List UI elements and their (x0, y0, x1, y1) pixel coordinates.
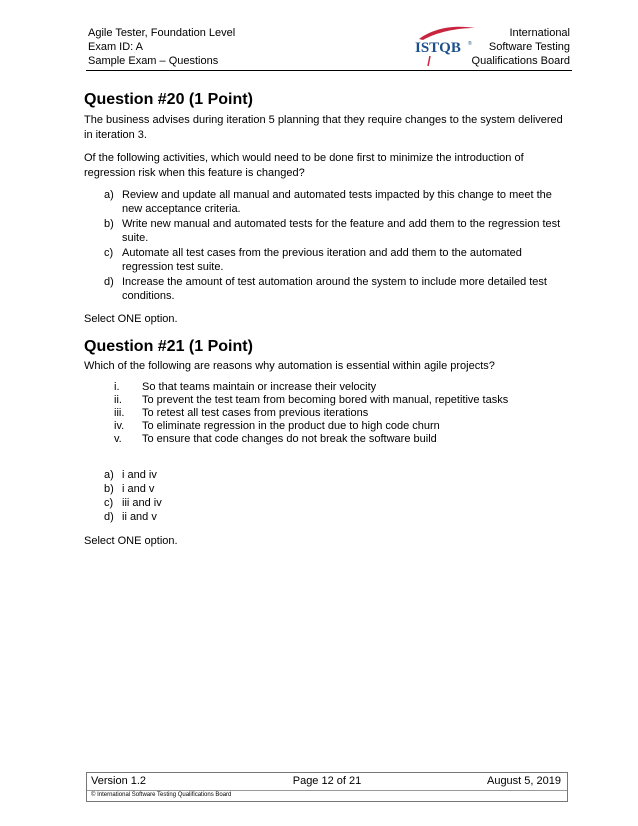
option-marker: b) (104, 218, 114, 230)
question-20-scenario: The business advises during iteration 5 planning that they require changes to the system delivered in iteration 3. (84, 114, 563, 141)
footer-copyright: © International Software Testing Qualifications Board (91, 792, 232, 798)
header-doc-title: Agile Tester, Foundation Level (88, 27, 236, 39)
footer-version: Version 1.2 (91, 775, 147, 787)
reason-marker: iv. (114, 420, 125, 432)
question-21-option-a (84, 468, 570, 482)
question-21-title: Question #21 (1 Point) (84, 337, 253, 355)
option-text: i and iv (122, 469, 157, 481)
header-exam-id: Exam ID: A (88, 41, 144, 53)
option-marker: a) (104, 469, 114, 481)
question-21-options (84, 468, 570, 524)
option-text: Write new manual and automated tests for the feature and add them to the regression test suite. (122, 218, 561, 244)
question-20-instruction: Select ONE option. (84, 313, 178, 325)
question-20-option-a (84, 188, 570, 216)
option-text: i and v (122, 483, 155, 495)
svg-text:®: ® (468, 41, 472, 47)
reason-marker: v. (114, 433, 122, 445)
svg-text:ISTQB: ISTQB (415, 40, 461, 56)
question-20-title: Question #20 (1 Point) (84, 91, 253, 108)
question-20 (84, 90, 570, 327)
header-doc-subtitle: Sample Exam – Questions (88, 55, 219, 67)
option-text: Automate all test cases from the previous iteration and add them to the automated regression test suite. (122, 247, 522, 273)
header-organization (472, 26, 570, 68)
question-21-reason-i (84, 381, 570, 394)
reason-marker: ii. (114, 394, 122, 406)
question-20-option-d (84, 275, 570, 303)
footer-info-row (87, 773, 567, 791)
reason-text: To eliminate regression in the product due to high code churn (142, 420, 440, 432)
question-21-option-c (84, 496, 570, 510)
question-20-stem: Of the following activities, which would need to be done first to minimize the introduction of regression risk when this feature is changed? (84, 152, 524, 179)
question-20-option-b (84, 217, 570, 245)
option-marker: d) (104, 276, 114, 288)
question-21-reason-v (84, 433, 570, 446)
header-org-line-1: International (509, 27, 570, 39)
reason-text: So that teams maintain or increase their velocity (142, 381, 377, 393)
reason-text: To retest all test cases from previous iterations (142, 407, 369, 419)
reason-marker: i. (114, 381, 120, 393)
option-text: Review and update all manual and automated tests impacted by this change to meet the new acceptance criteria. (122, 189, 552, 215)
option-text: ii and v (122, 511, 157, 523)
question-21-stem: Which of the following are reasons why automation is essential within agile projects? (84, 359, 495, 372)
page-footer (86, 772, 568, 802)
option-marker: b) (104, 483, 114, 495)
question-20-options (84, 188, 570, 303)
question-21-reasons (84, 381, 570, 446)
page-content (84, 90, 570, 549)
question-21-instruction: Select ONE option. (84, 535, 178, 547)
option-marker: d) (104, 511, 114, 523)
reason-marker: iii. (114, 407, 125, 419)
question-21-reason-ii (84, 394, 570, 407)
question-21-reason-iv (84, 420, 570, 433)
question-21-option-b (84, 482, 570, 496)
reason-text: To prevent the test team from becoming bored with manual, repetitive tasks (142, 394, 509, 406)
question-21-option-d (84, 510, 570, 524)
footer-page-number: Page 12 of 21 (292, 775, 362, 787)
footer-date: August 5, 2019 (486, 775, 561, 787)
option-text: iii and iv (122, 497, 162, 509)
option-marker: c) (104, 497, 114, 509)
header-document-info (88, 26, 235, 68)
option-marker: a) (104, 189, 114, 201)
option-text: Increase the amount of test automation around the system to include more detailed test conditions. (122, 276, 547, 302)
option-marker: c) (104, 247, 114, 259)
question-21-reason-iii (84, 407, 570, 420)
question-21 (84, 337, 570, 549)
header-org-line-3: Qualifications Board (471, 55, 570, 67)
page-header (86, 24, 572, 71)
header-org-line-2: Software Testing (488, 41, 570, 53)
question-20-option-c (84, 246, 570, 274)
reason-text: To ensure that code changes do not break the software build (142, 433, 437, 445)
istqb-logo (413, 24, 477, 68)
